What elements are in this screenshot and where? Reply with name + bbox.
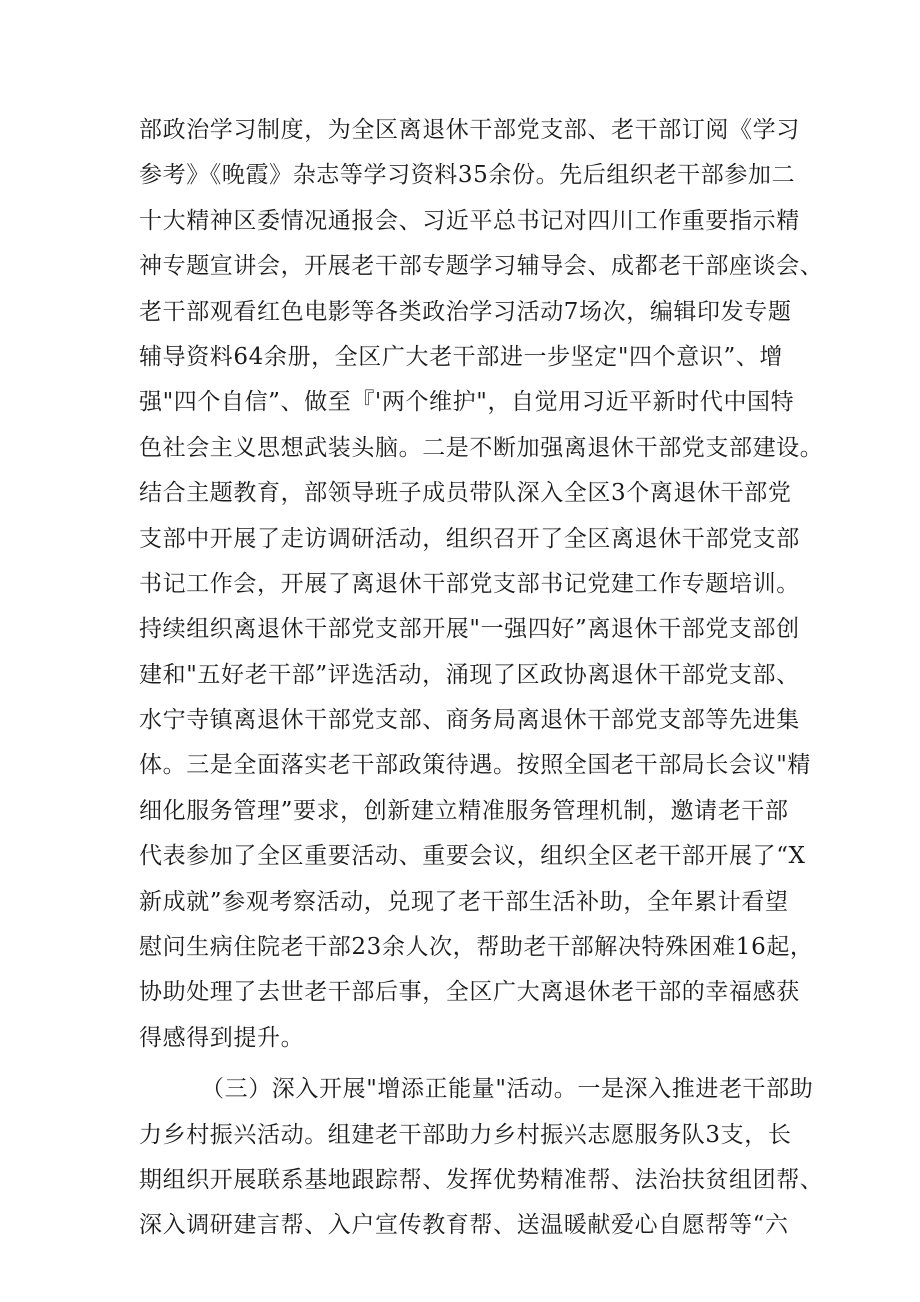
text-line: 新成就”参观考察活动，兑现了老干部生活补助，全年累计看望: [139, 888, 789, 915]
text-line: 神专题宣讲会，开展老干部专题学习辅导会、成都老干部座谈会、: [139, 253, 824, 280]
text-line: 深入调研建言帮、入户宣传教育帮、送温暖献爱心自愿帮等“六: [139, 1212, 789, 1239]
text-line: 持续组织离退休干部党支部开展"一强四好”离退休干部党支部创: [139, 616, 800, 643]
text-line: 书记工作会，开展了离退休干部党支部书记党建工作专题培训。: [139, 570, 800, 597]
text-line: 结合主题教育，部领导班子成员带队深入全区3个离退休干部党: [139, 480, 792, 507]
text-line: 细化服务管理”要求，创新建立精准服务管理机制，邀请老干部: [139, 797, 789, 824]
text-line: 协助处理了去世老干部后事，全区广大离退休老干部的幸福感获: [139, 979, 800, 1006]
text-line: 色社会主义思想武装头脑。二是不断加强离退休干部党支部建设。: [139, 434, 824, 461]
body-text: [139, 108, 824, 1249]
text-line: 代表参加了全区重要活动、重要会议，组织全区老干部开展了“X: [139, 843, 806, 870]
text-line: 体。三是全面落实老干部政策待遇。按照全国老干部局长会议"精: [139, 752, 811, 779]
text-line: 得感得到提升。: [139, 1024, 305, 1051]
text-line: 建和"五好老干部”评选活动，涌现了区政协离退休干部党支部、: [139, 661, 800, 688]
text-line: 部政治学习制度，为全区离退休干部党支部、老干部订阅《学习: [139, 117, 800, 143]
paragraph-2: [139, 1067, 824, 1249]
text-line: 老干部观看红色电影等各类政治学习活动7场次，编辑印发专题: [139, 298, 792, 325]
paragraph-1: [139, 108, 824, 1061]
text-line: （三）深入开展"增添正能量"活动。一是深入推进老干部助: [201, 1076, 814, 1103]
text-line: 参考》《晚霞》杂志等学习资料35余份。先后组织老干部参加二: [139, 162, 796, 189]
text-line: 慰问生病住院老干部23余人次，帮助老干部解决特殊困难16起，: [139, 934, 814, 961]
text-line: 十大精神区委情况通报会、习近平总书记对四川工作重要指示精: [139, 207, 800, 234]
text-line: 水宁寺镇离退休干部党支部、商务局离退休干部党支部等先进集: [139, 707, 800, 734]
text-line: 支部中开展了走访调研活动，组织召开了全区离退休干部党支部: [139, 525, 800, 552]
text-line: 强"四个自信”、做至『'两个维护"，自觉用习近平新时代中国特: [139, 389, 795, 416]
text-line: 期组织开展联系基地跟踪帮、发挥优势精准帮、法治扶贫组团帮、: [139, 1166, 824, 1193]
text-line: 力乡村振兴活动。组建老干部助力乡村振兴志愿服务队3支，长: [139, 1121, 792, 1148]
text-line: 辅导资料64余册，全区广大老干部进一步坚定"四个意识”、增: [139, 343, 784, 370]
